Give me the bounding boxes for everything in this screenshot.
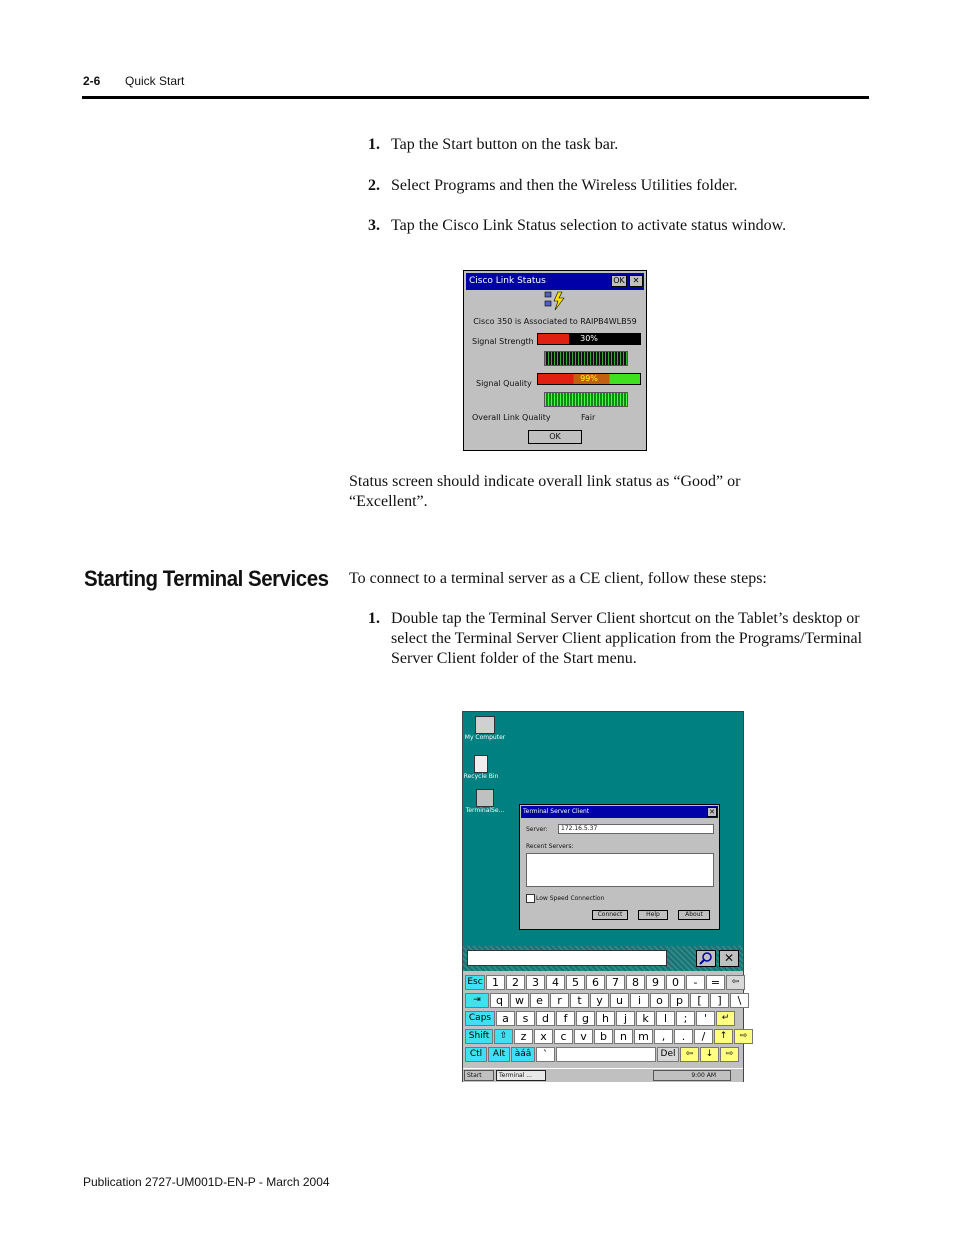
dialog-title: Terminal Server Client: [523, 808, 590, 815]
start-button[interactable]: Start: [464, 1070, 494, 1081]
key-3-13[interactable]: ⇨: [734, 1029, 753, 1044]
dialog-title-bar: [466, 273, 644, 290]
key-4-5[interactable]: Del: [657, 1047, 679, 1062]
icon-label: Recycle Bin: [463, 773, 499, 780]
key-1-4[interactable]: r: [550, 993, 569, 1008]
step-2: [368, 176, 868, 196]
key-4-8[interactable]: ⇨: [720, 1047, 739, 1062]
key-4-2[interactable]: àáâ: [511, 1047, 535, 1062]
key-4-3[interactable]: `: [536, 1047, 555, 1062]
key-0-6[interactable]: 6: [586, 975, 605, 990]
key-1-11[interactable]: [: [690, 993, 709, 1008]
key-0-5[interactable]: 5: [566, 975, 585, 990]
chapter-title: Quick Start: [125, 74, 185, 88]
help-button[interactable]: Help: [638, 910, 668, 920]
key-3-7[interactable]: n: [614, 1029, 633, 1044]
key-4-1[interactable]: Alt: [488, 1047, 510, 1062]
key-3-8[interactable]: m: [634, 1029, 653, 1044]
key-1-7[interactable]: u: [610, 993, 629, 1008]
key-1-2[interactable]: w: [510, 993, 529, 1008]
soft-keyboard: [463, 946, 748, 1071]
signal-quality-label: Signal Quality: [476, 379, 532, 388]
terminal-step-1: [368, 609, 868, 673]
key-2-11[interactable]: ': [696, 1011, 715, 1026]
keyboard-header: [463, 946, 743, 971]
key-1-3[interactable]: e: [530, 993, 549, 1008]
server-input[interactable]: 172.16.5.37: [558, 824, 714, 834]
key-0-1[interactable]: 1: [486, 975, 505, 990]
step-number: 1.: [368, 136, 380, 153]
ok-button[interactable]: OK: [528, 430, 582, 444]
taskbar: [463, 1068, 743, 1082]
step-text: Tap the Start button on the task bar.: [391, 136, 619, 153]
key-3-1[interactable]: ⇧: [494, 1029, 513, 1044]
key-2-9[interactable]: l: [656, 1011, 675, 1026]
key-1-5[interactable]: t: [570, 993, 589, 1008]
server-label: Server:: [526, 826, 548, 833]
keyboard-close-icon[interactable]: ✕: [719, 950, 739, 967]
key-0-0[interactable]: Esc: [465, 975, 485, 990]
key-0-13[interactable]: ⇦: [726, 975, 745, 990]
dialog-title-bar: [521, 806, 718, 818]
overall-link-quality-label: Overall Link Quality: [472, 413, 551, 422]
desktop-icon-recycle-bin[interactable]: [463, 755, 499, 780]
low-speed-checkbox[interactable]: [526, 894, 535, 903]
close-icon[interactable]: ✕: [707, 807, 717, 817]
key-0-12[interactable]: =: [706, 975, 725, 990]
recent-servers-list[interactable]: [526, 853, 714, 887]
key-2-10[interactable]: ;: [676, 1011, 695, 1026]
section-title: Starting Terminal Services: [84, 566, 329, 591]
key-0-10[interactable]: 0: [666, 975, 685, 990]
step-number: 2.: [368, 177, 380, 194]
signal-quality-value: 99%: [580, 374, 598, 383]
taskbar-terminal-button[interactable]: Terminal ...: [496, 1070, 546, 1081]
key-2-2[interactable]: s: [516, 1011, 535, 1026]
header-rule: [82, 96, 869, 99]
key-2-6[interactable]: h: [596, 1011, 615, 1026]
signal-quality-bar: [537, 373, 641, 385]
icon-label: My Computer: [464, 734, 506, 741]
key-2-1[interactable]: a: [496, 1011, 515, 1026]
key-2-5[interactable]: g: [576, 1011, 595, 1026]
key-1-8[interactable]: i: [630, 993, 649, 1008]
system-tray: [653, 1070, 731, 1081]
section-intro: To connect to a terminal server as a CE client, follow these steps:: [349, 570, 767, 587]
dialog-title: Cisco Link Status: [469, 276, 546, 286]
title-ok-button[interactable]: OK: [611, 275, 627, 287]
desktop-icon-my-computer[interactable]: [463, 716, 507, 741]
key-3-3[interactable]: x: [534, 1029, 553, 1044]
signal-strength-bar: [537, 333, 641, 345]
signal-strength-meter: [544, 351, 628, 366]
key-0-8[interactable]: 8: [626, 975, 645, 990]
publication-footer: Publication 2727-UM001D-EN-P - March 2004: [83, 1175, 330, 1189]
key-3-4[interactable]: c: [554, 1029, 573, 1044]
low-speed-label: Low Speed Connection: [536, 895, 605, 902]
signal-strength-label: Signal Strength: [472, 337, 534, 346]
step-1: [368, 135, 868, 155]
icon-label: TerminalSe...: [465, 807, 505, 814]
about-button[interactable]: About: [678, 910, 710, 920]
key-3-5[interactable]: v: [574, 1029, 593, 1044]
step-text: Double tap the Terminal Server Client shortcut on the Tablet’s desktop or select the Terminal Server Client application from the Programs/Terminal Server Client folder of the Start menu.: [391, 610, 863, 667]
key-4-6[interactable]: ⇦: [680, 1047, 699, 1062]
step-number: 3.: [368, 217, 380, 234]
key-0-7[interactable]: 7: [606, 975, 625, 990]
clock: 9:00 AM: [691, 1072, 716, 1079]
key-2-8[interactable]: k: [636, 1011, 655, 1026]
recycle-bin-icon: [474, 755, 488, 773]
keyboard-text-field[interactable]: [467, 950, 667, 966]
key-3-10[interactable]: .: [674, 1029, 693, 1044]
key-1-9[interactable]: o: [650, 993, 669, 1008]
overall-link-quality-value: Fair: [581, 413, 596, 422]
computer-icon: [475, 716, 495, 734]
key-0-3[interactable]: 3: [526, 975, 545, 990]
status-note: Status screen should indicate overall link status as “Good” or “Excellent”.: [349, 473, 741, 510]
terminal-server-client-dialog: [519, 804, 720, 930]
close-icon[interactable]: ✕: [629, 275, 643, 287]
key-2-3[interactable]: d: [536, 1011, 555, 1026]
key-0-4[interactable]: 4: [546, 975, 565, 990]
key-3-11[interactable]: /: [694, 1029, 713, 1044]
key-2-12[interactable]: ↵: [716, 1011, 735, 1026]
desktop-icon-terminal[interactable]: [463, 789, 507, 814]
tablet-screenshot: [462, 711, 748, 1082]
key-1-13[interactable]: \: [730, 993, 749, 1008]
step-text: Select Programs and then the Wireless Utilities folder.: [391, 177, 738, 194]
cisco-link-status-dialog: [463, 270, 647, 451]
association-text: Cisco 350 is Associated to RAIPB4WLB59: [473, 317, 637, 326]
key-2-4[interactable]: f: [556, 1011, 575, 1026]
key-3-0[interactable]: Shift: [465, 1029, 493, 1044]
step-number: 1.: [368, 610, 380, 627]
magnifier-icon[interactable]: [696, 950, 716, 967]
key-1-6[interactable]: y: [590, 993, 609, 1008]
key-0-2[interactable]: 2: [506, 975, 525, 990]
key-4-7[interactable]: ↓: [700, 1047, 719, 1062]
recent-servers-label: Recent Servers:: [526, 843, 574, 850]
network-link-icon: [544, 291, 568, 311]
key-2-0[interactable]: Caps: [465, 1011, 495, 1026]
key-3-12[interactable]: ↑: [714, 1029, 733, 1044]
key-1-12[interactable]: ]: [710, 993, 729, 1008]
key-2-7[interactable]: j: [616, 1011, 635, 1026]
signal-strength-value: 30%: [580, 334, 598, 343]
page-number: 2-6: [83, 74, 101, 88]
signal-quality-meter: [544, 392, 628, 407]
key-1-0[interactable]: ⇥: [465, 993, 489, 1008]
key-1-1[interactable]: q: [490, 993, 509, 1008]
step-3: [368, 216, 868, 236]
terminal-icon: [476, 789, 494, 807]
step-text: Tap the Cisco Link Status selection to activate status window.: [391, 217, 787, 234]
key-3-9[interactable]: ,: [654, 1029, 673, 1044]
key-4-0[interactable]: Ctl: [465, 1047, 487, 1062]
key-3-6[interactable]: b: [594, 1029, 613, 1044]
key-0-9[interactable]: 9: [646, 975, 665, 990]
key-4-4[interactable]: [556, 1047, 656, 1062]
key-0-11[interactable]: -: [686, 975, 705, 990]
key-1-10[interactable]: p: [670, 993, 689, 1008]
key-3-2[interactable]: z: [514, 1029, 533, 1044]
connect-button[interactable]: Connect: [592, 910, 628, 920]
